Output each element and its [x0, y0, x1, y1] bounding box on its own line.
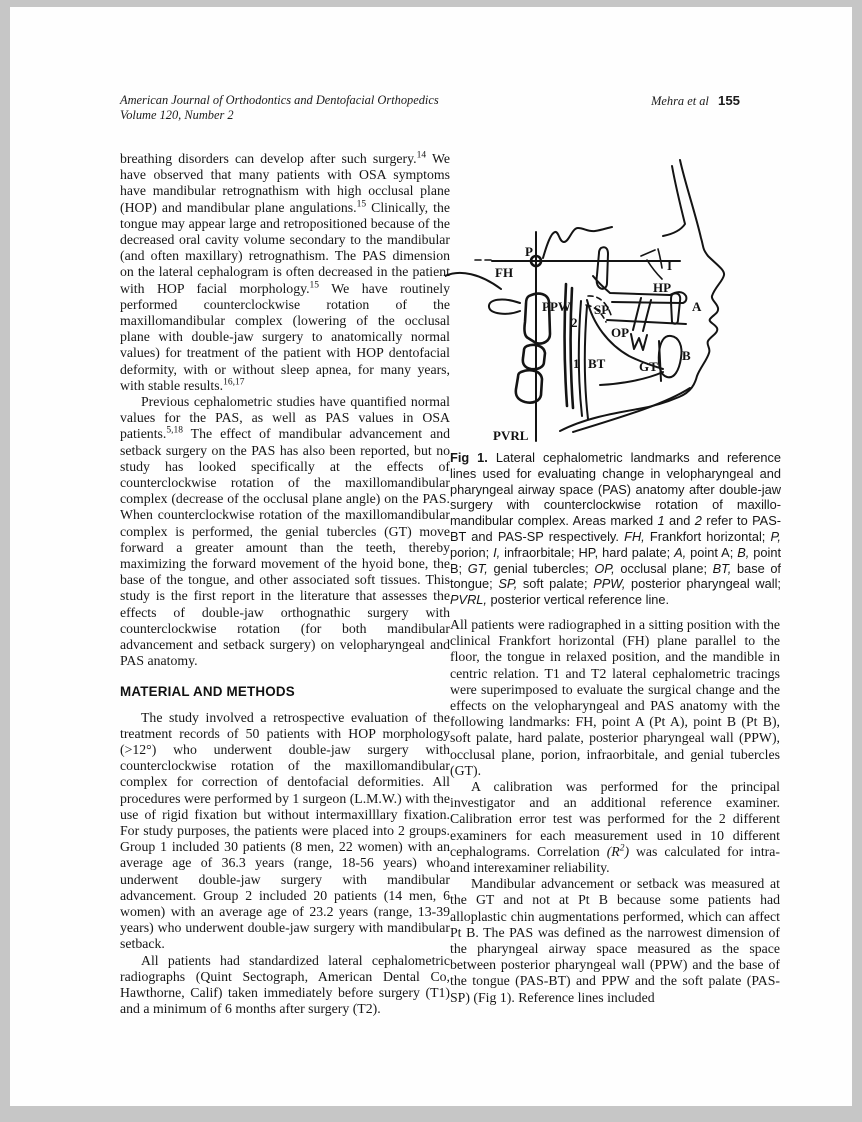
text-run: occlusal plane;: [614, 560, 713, 576]
cranial-base-line: [543, 227, 612, 258]
reference-superscript: 15: [356, 199, 367, 210]
text-run: Previous cephalometric studies have quantified normal values for the PAS, as well as PAS values in OSA patients.: [120, 394, 450, 442]
figure-label-bt: BT: [588, 356, 606, 371]
figure-label-a: A: [692, 299, 702, 314]
vertebra-c4: [516, 370, 542, 402]
ppw-line-2: [571, 288, 573, 408]
text-run: P,: [770, 528, 781, 544]
text-run: point A;: [686, 544, 738, 560]
section-heading: MATERIAL AND METHODS: [120, 683, 295, 699]
vertebra-c3: [523, 345, 545, 369]
figure-label-i: I: [667, 258, 673, 273]
text-run: genial tubercles;: [487, 560, 595, 576]
text-run: PPW,: [593, 576, 626, 592]
text-run: SP,: [498, 576, 518, 592]
text-run: A,: [674, 544, 687, 560]
figure-label-p: P: [525, 244, 533, 259]
text-run: Frankfort horizontal;: [644, 528, 771, 544]
text-run: A calibration was performed for the principal investigator and an additional reference examiner. Calibration error test was performed for the 2 different examiners for each measurement used in 10 different cephalograms. Correlation: [450, 779, 780, 859]
text-run: refer to PAS-BT and PAS-SP respectively.: [450, 513, 781, 544]
paragraph: [450, 617, 780, 779]
orbit-marks: [641, 249, 662, 279]
reference-superscript: 14: [416, 150, 427, 161]
figure-label-1: 1: [573, 356, 580, 371]
inner-cranial-line: [663, 166, 685, 236]
text-run: All patients were radiographed in a sitting position with the clinical Frankfort horizontal (FH) plane parallel to the floor, the tongue in relaxed position, and the mandible in centric relation. T1 and T2 lateral cephalometric tracings were superimposed to evaluate the surgical change and the effects on the velopharyngeal and PAS anatomy with the following landmarks: FH, point A (Pt A), point B (Pt B), soft palate, hard palate, posterior pharyngeal wall (PPW), occlusal plane, porion, infraorbitale, and genial tubercles (GT).: [450, 617, 780, 778]
journal-volume: Volume 120, Number 2: [120, 108, 234, 123]
text-run: point B;: [450, 544, 782, 576]
figure-cephalometric-tracing: [445, 148, 790, 448]
text-run: The study involved a retrospective evaluation of the treatment records of 50 patients with HOP morphology (>12°) who underwent double-jaw surgery with counterclockwise rotation of the maxillomandibular complex for correction of dentofacial deformities. All procedures were performed by 1 surgeon (L.M.W.) with the use of rigid fixation but without intermaxilllary fixation. For study purposes, the patients were placed into 2 groups. Group 1 included 30 patients (8 men, 22 women) with an average age of 36.3 years (range, 18-56 years) who underwent double-jaw surgery with mandibular advancement. Group 2 included 20 patients (14 men, 6 women) with an average age of 23.2 years (range, 13-39 years) who underwent double-jaw surgery with mandibular setback.: [120, 709, 450, 952]
symphysis-outline: [659, 336, 682, 377]
text-run: We have routinely performed counterclockwise rotation of the maxillomandibular complex (lowering of the occlusal plane with double-jaw surgery to anatomically normal values) for treatment of the patient with HOP dentofacial deformity, with or without sleep apnea, for many years, with stable results.: [120, 280, 450, 393]
lower-molar: [631, 334, 647, 350]
occiput-line: [445, 273, 501, 289]
text-run: breathing disorders can develop after such surgery.: [120, 151, 417, 166]
text-run: Mandibular advancement or setback was measured at the GT and not at Pt B because some patients had alloplastic chin augmentations performed, which can affect Pt B. The PAS was defined as the narrowest dimension of the pharyngeal airway space measured as the space between posterior pharyngeal wall (PPW) and the base of the tongue (PAS-BT) and PPW and the soft palate (PAS-SP) (Fig 1). Reference lines included: [450, 876, 780, 1005]
text-run: We have observed that many patients with OSA symptoms have mandibular retrognathism with high occlusal plane (HOP) and mandibular plane angulations.: [120, 151, 450, 215]
text-run: posterior vertical reference line.: [487, 592, 670, 608]
running-head-authors: [440, 93, 740, 109]
right-column: [450, 617, 780, 1006]
text-run: 2: [694, 513, 702, 529]
figure-label-ppw: PPW: [542, 299, 571, 314]
reference-superscript: 16,17: [223, 377, 245, 388]
paragraph: [120, 953, 450, 1018]
text-run: GT,: [467, 560, 488, 576]
text-run: PVRL,: [450, 592, 487, 608]
text-run: Clinically, the tongue may appear large and retropositioned because of the decreased oral cavity volume secondary to the mandibular (and often maxillary) retrognathism. The PAS dimension on the lateral cephalogram is often decreased in the patient with HOP facial morphology.: [120, 199, 450, 296]
text-run: and: [664, 513, 695, 529]
reference-superscript: 5,18: [166, 425, 183, 436]
page-number: 155: [717, 93, 740, 108]
text-run: was calculated for intra- and interexaminer reliability.: [450, 843, 780, 876]
text-run: The effect of mandibular advancement and setback surgery on the PAS has also been reported, but no study has looked specifically at the effects of counterclockwise rotation of the maxillomandibular complex (decrease of the occlusal plane angle) on the PAS. When counterclockwise rotation of the maxillomandibular complex is performed, the genial tubercles (GT) move forward a greater amount than the teeth, thereby maximizing the forward movement of the hyoid bone, the base of the tongue, and other associated soft tissues. This study is the first report in the literature that assesses the effects of double-jaw orthognathic surgery with counterclockwise rotation (for both mandibular advancement and setback surgery) on velopharyngeal and PAS anatomy.: [120, 426, 450, 669]
left-column: [120, 151, 450, 1017]
figure-label-gt: GT: [639, 359, 658, 374]
paragraph: [120, 710, 450, 953]
atlas-vertebra: [489, 300, 520, 314]
text-run: Lateral cephalometric landmarks and reference lines used for evaluating change in velopharyngeal and pharyngeal airway space (PAS) anatomy after double-jaw surgery with counterclockwise rotation of maxillo-mandibular complex. Areas marked: [450, 450, 782, 529]
text-run: BT,: [712, 560, 732, 576]
page: [10, 7, 852, 1106]
figure-label-b: B: [682, 348, 691, 363]
text-run: soft palate;: [517, 576, 594, 592]
text-run: All patients had standardized lateral cephalometric radiographs (Quint Sectograph, American Dental Co, Hawthorne, Calif) taken immediately before surgery (T1) and a minimum of 6 months after surgery (T2).: [120, 952, 450, 1017]
figure-label-hp: HP: [653, 280, 672, 295]
text-run: base of tongue;: [450, 560, 781, 592]
figure-label-sp: SP: [594, 302, 610, 317]
text-run: posterior pharyngeal wall;: [625, 576, 781, 592]
reference-superscript: 2: [619, 843, 625, 854]
paragraph: [450, 876, 780, 1006]
text-run: (R: [606, 843, 620, 859]
reference-superscript: 15: [309, 280, 320, 291]
text-run: Fig 1.: [450, 450, 488, 465]
text-run: OP,: [594, 560, 615, 576]
text-run: FH,: [624, 528, 645, 544]
text-run: porion;: [450, 544, 494, 560]
journal-title: American Journal of Orthodontics and Dentofacial Orthopedics: [120, 93, 439, 107]
text-run: infraorbitale; HP, hard palate;: [500, 544, 675, 560]
text-run: B,: [737, 544, 750, 560]
upper-incisor: [671, 293, 680, 323]
authors: Mehra et al: [651, 94, 709, 108]
paragraph: [450, 779, 780, 876]
figure-label-2: 2: [571, 315, 578, 330]
paragraph: [120, 394, 450, 669]
figure-label-op: OP: [611, 325, 630, 340]
figure-label-fh: FH: [495, 265, 514, 280]
text-run: 1: [657, 513, 665, 529]
text-run: I,: [493, 544, 501, 560]
figure-caption: [450, 450, 781, 608]
figure-label-pvrl: PVRL: [493, 428, 529, 443]
text-run: ): [624, 843, 630, 859]
paragraph: [120, 151, 450, 394]
